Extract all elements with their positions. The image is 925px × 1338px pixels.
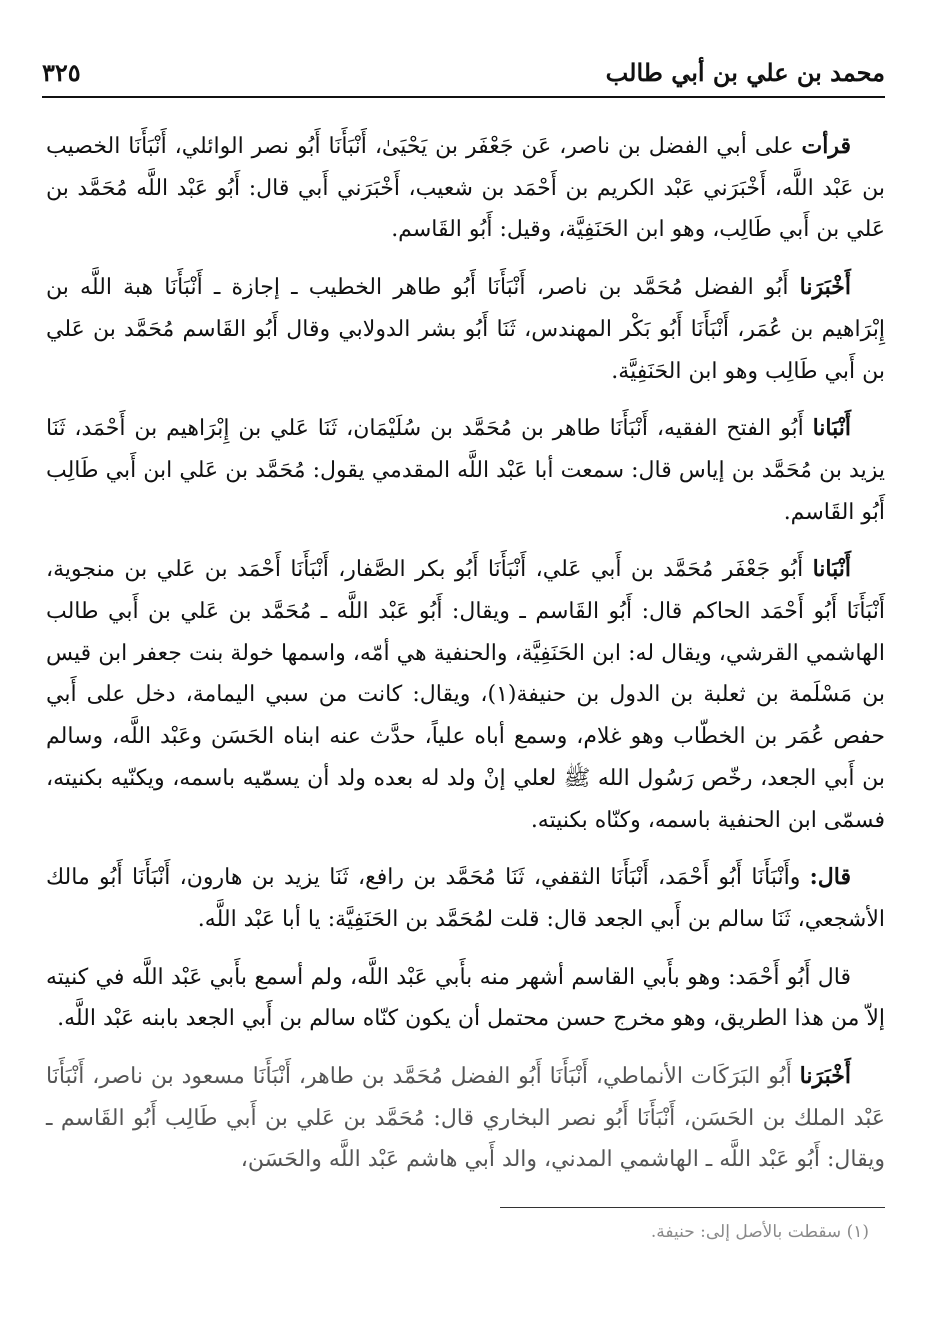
paragraph-text: وأَنْبَأَنَا أَبُو أَحْمَد، أَنْبَأَنَا الثقفي، ثَنَا مُحَمَّد بن رافع، ثَنَا يزيد بن هارون، أَنْبَأَنَا أَبُو مالك الأشجعي، ثَنَا سالم بن أَبي الجعد قال: قلت لمُحَمَّد بن الحَنَفِيَّة: يا أبا عَبْد اللَّه. (46, 865, 885, 932)
paragraph (46, 957, 885, 1040)
paragraph-faded (46, 1056, 885, 1181)
paragraph-text: على أبي الفضل بن ناصر، عَن جَعْفَر بن يَحْيَىٰ، أَنْبَأَنَا أَبُو نصر الوائلي، أَنْبَأَنَا الخصيب بن عَبْد اللَّه، أَخْبَرَني عَبْد الكريم بن أَحْمَد بن شعيب، أَخْبَرَني أَبي قال: أَبُو عَبْد اللَّه مُحَمَّد بن عَلي بن أَبي طَالِب، وهو ابن الحَنَفِيَّة، وقيل: أَبُو القَاسم. (46, 134, 885, 243)
paragraph-text: أَبُو الفضل مُحَمَّد بن ناصر، أَنْبَأَنَا أَبُو طاهر الخطيب ـ إجازة ـ أَنْبَأَنَا هبة اللَّه بن إِبْرَاهيم بن عُمَر، أَنْبَأَنَا أَبُو بَكْر المهندس، ثَنَا أَبُو بشر الدولابي وقال أَبُو القَاسم مُحَمَّد بن عَلي بن أَبي طَالِب وهو ابن الحَنَفِيَّة. (46, 275, 885, 384)
paragraph-lead: أَنْبَانا (812, 415, 851, 442)
paragraph-text: أَبُو الفتح الفقيه، أَنْبَأَنَا طاهر بن مُحَمَّد بن سُلَيْمَان، ثَنَا عَلي بن إِبْرَاهيم بن أَحْمَد، ثَنَا يزيد بن مُحَمَّد بن إياس قال: سمعت أبا عَبْد اللَّه المقدمي يقول: مُحَمَّد بن عَلي ابن أَبي طَالِب أَبُو القَاسم. (46, 416, 885, 525)
footnote: (١) سقطت بالأصل إلى: حنيفة. (650, 1222, 869, 1242)
footnote-rule (500, 1207, 885, 1208)
header-rule (42, 96, 885, 98)
paragraph-text: أَبُو جَعْفَر مُحَمَّد بن أَبي عَلي، أَنْبَأَنَا أَبُو بكر الصَّفار، أَنْبَأَنَا أَحْمَد بن عَلي بن منجوية، أَنْبَأَنَا أَبُو أَحْمَد الحاكم قال: أَبُو القَاسم ـ ويقال: أَبُو عَبْد اللَّه ـ مُحَمَّد بن عَلي بن أَبي طالب الهاشمي القرشي، ويقال له: ابن الحَنَفِيَّة، والحنفية هي أمّه، واسمها خولة بنت جعفر ابن قيس بن مَسْلَمة بن ثعلبة بن الدول بن حنيفة(١)، ويقال: كانت من سبي اليمامة، دخل على أَبي حفص عُمَر بن الخطّاب وهو غلام، وسمع أباه علياً، حدَّث عنه ابناه الحَسَن وعَبْد اللَّه، وسالم بن أَبي الجعد، رخّص رَسُول الله ﷺ لعلي إنْ ولد له بعده ولد أن يسمّيه باسمه، ويكنّيه بكنيته، فسمّى ابن الحنفية باسمه، وكنّاه بكنيته. (46, 557, 885, 833)
paragraph-text: قال أَبُو أَحْمَد: وهو بأَبي القاسم أشهر منه بأَبي عَبْد اللَّه، ولم أسمع بأَبي عَبْد اللَّه في كنيته إلاّ من هذا الطريق، وهو مخرج حسن محتمل أن يكون كنّاه سالم بن أَبي الجعد بابنه عَبْد اللَّه. (46, 964, 885, 1032)
paragraph-text: أَبُو البَرَكَات الأنماطي، أَنْبَأَنَا أَبُو الفضل مُحَمَّد بن طاهر، أَنْبَأَنَا مسعود بن ناصر، أَنْبَأَنَا عَبْد الملك بن الحَسَن، أَنْبَأَنَا أَبُو نصر البخاري قال: مُحَمَّد بن عَلي بن أَبي طَالِب أَبُو القَاسم ـ ويقال: أَبُو عَبْد اللَّه ـ الهاشمي المدني، والد أَبي هاشم عَبْد اللَّه والحَسَن، (46, 1064, 885, 1173)
paragraph-lead: قال: (809, 864, 851, 891)
page-number: ٣٢٥ (42, 58, 81, 87)
paragraph-lead: قرأت (801, 133, 851, 159)
paragraph (46, 126, 885, 251)
paragraph (46, 857, 885, 940)
page-body (46, 126, 885, 1197)
paragraph (46, 408, 885, 533)
page-header (42, 58, 885, 94)
paragraph (46, 549, 885, 841)
paragraph-lead: أَخْبَرَنا (799, 274, 851, 301)
paragraph-lead: أَخْبَرَنا (799, 1063, 851, 1090)
paragraph (46, 267, 885, 392)
paragraph-lead: أَنْبَانا (812, 556, 851, 583)
running-title: محمد بن علي بن أبي طالب (605, 58, 885, 87)
